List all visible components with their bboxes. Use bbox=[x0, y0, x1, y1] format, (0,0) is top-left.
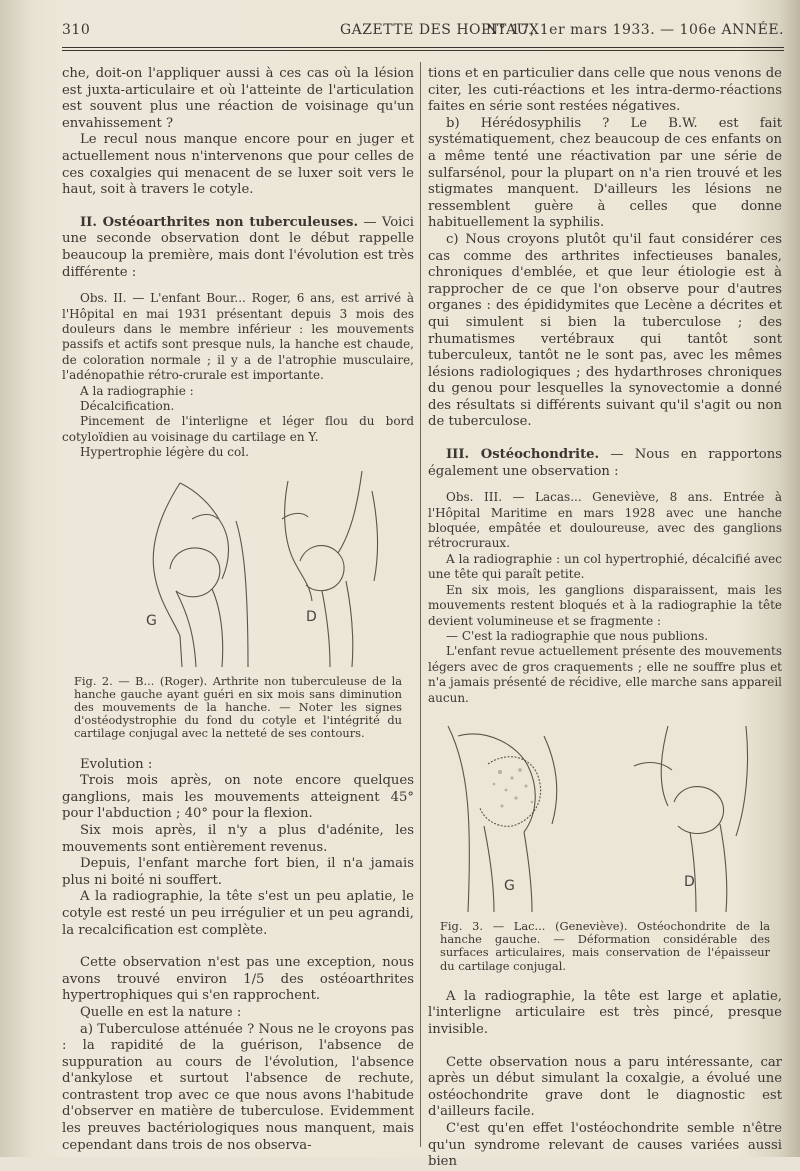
column-separator bbox=[420, 62, 421, 1147]
evolution-item: Six mois après, il n'y a plus d'adénite, les mouvements sont entièrement revenus. bbox=[62, 822, 414, 855]
header-rule-2 bbox=[62, 50, 784, 51]
observation-3-note: — C'est la radiographie que nous publions. bbox=[446, 628, 709, 643]
finding: Décalcification. bbox=[80, 398, 175, 413]
observation-3-current: L'enfant revue actuellement présente des mouvements légers avec de gros craquements ; elle ne souffre plus et n'a jamais présenté de récidive, elle marche sans appareil aucun. bbox=[428, 644, 783, 705]
figure-3-caption: Fig. 3. — Lac... (Geneviève). Ostéochondrite de la hanche gauche. — Déformation considérable des surfaces articulaires, mais conservation de l'épaisseur du cartilage conjugal. bbox=[440, 918, 770, 973]
evolution-label: Evolution : bbox=[80, 756, 153, 772]
fig3-label-left: G bbox=[504, 877, 515, 894]
left-column bbox=[62, 66, 414, 1154]
page-header bbox=[62, 22, 784, 44]
observation-3-radio: A la radiographie : un col hypertrophié, décalcifié avec une tête qui paraît petite. bbox=[428, 551, 782, 582]
observation-3-evolution: En six mois, les ganglions disparaissent, mais les mouvements restent bloqués et à la radiographie la tête devient volumineuse et se fragmente : bbox=[428, 582, 782, 628]
issue-info: N° 17, 1er mars 1933. — 106e ANNÉE. bbox=[485, 22, 784, 38]
section-2 bbox=[62, 215, 414, 281]
hip-drawing bbox=[62, 461, 414, 669]
paragraph: A la radiographie, la tête est large et aplatie, l'interligne articulaire est très pincé, presque invisible. bbox=[428, 988, 782, 1037]
paragraph: tions et en particulier dans celle que nous venons de citer, les cuti-réactions et les intra-dermo-réactions faites en série sont restées négatives. bbox=[428, 66, 782, 115]
fig2-label-right: D bbox=[306, 608, 317, 625]
right-column bbox=[428, 66, 782, 1171]
paragraph: b) Hérédosyphilis ? Le B.W. est fait systématiquement, chez beaucoup de ces enfants on a même tenté une réactivation par une série de sulfarsénol, pour la plupart on n'a rien trouvé et les stigmates manquent. D'ailleurs les lésions ne ressemblent guère à celles que donne habituellement la syphilis. bbox=[428, 115, 782, 231]
fig2-label-left: G bbox=[146, 612, 157, 629]
paragraph: che, doit-on l'appliquer aussi à ces cas où la lésion est juxta-articulaire et où l'atteinte de l'articulation est souvent plus une réaction de voisinage qu'un envahissement ? bbox=[62, 66, 414, 131]
evolution-item: Depuis, l'enfant marche fort bien, il n'a jamais plus ni boité ni souffert. bbox=[62, 856, 414, 888]
journal-title: GAZETTE DES HOPITAUX bbox=[340, 22, 540, 38]
radio-label: A la radiographie : bbox=[80, 383, 194, 398]
fig3-label-right: D bbox=[684, 873, 695, 890]
paragraph: C'est qu'en effet l'ostéochondrite semble n'être qu'un syndrome relevant de causes variées aussi bien bbox=[428, 1120, 782, 1170]
paragraph: Cette observation nous a paru intéressante, car après un début simulant la coxalgie, a évolué une ostéochondrite grave dont le diagnostic est d'ailleurs facile. bbox=[428, 1054, 782, 1120]
section-intro: — Voici une seconde observation dont le début rappelle beaucoup la première, mais dont l'évolution est très différente : bbox=[62, 214, 414, 280]
paragraph: Le recul nous manque encore pour en juger et actuellement nous n'intervenons que pour celles de ces coxalgies qui menacent de se luxer soit vers le haut, soit à travers le cotyle. bbox=[62, 132, 414, 198]
paragraph: a) Tuberculose atténuée ? Nous ne le croyons pas : la rapidité de la guérison, l'absence de suppuration au cours de l'évolution, l'absence d'ankylose et surtout l'absence de rechute, contrastent trop avec ce que nous avons l'habitude d'observer en matière de tuberculose. Evidemment les preuves bactériologiques nous manquent, mais cependant dans trois de nos observa- bbox=[62, 1021, 414, 1153]
section-title: III. Ostéochondrite. bbox=[446, 447, 600, 463]
page-number: 310 bbox=[62, 22, 91, 38]
paragraph: Quelle en est la nature : bbox=[80, 1004, 242, 1020]
header-rule bbox=[62, 47, 784, 48]
observation-3: Obs. III. — Lacas... Geneviève, 8 ans. Entrée à l'Hôpital Maritime en mars 1928 avec une hanche bloquée, empâtée et douloureuse, avec des ganglions rétrocruraux. bbox=[428, 490, 782, 551]
figure-2 bbox=[62, 461, 414, 669]
observation-2: Obs. II. — L'enfant Bour... Roger, 6 ans, est arrivé à l'Hôpital en mai 1931 présentant depuis 3 mois des douleurs dans le membre inférieur : les mouvements passifs et actifs sont presque nuls, la hanche est chaude, de coloration normale ; il y a de l'atrophie musculaire, l'adénopathie rétro-crurale est importante. bbox=[62, 291, 414, 383]
section-title: II. Ostéoarthrites non tuberculeuses. bbox=[80, 214, 359, 230]
hip-drawing bbox=[428, 706, 782, 914]
evolution-item: Trois mois après, on note encore quelques ganglions, mais les mouvements atteignent 45° pour l'abduction ; 40° pour la flexion. bbox=[62, 773, 414, 822]
section-intro: — Nous en rapportons également une observation : bbox=[428, 447, 782, 479]
figure-2-caption: Fig. 2. — B... (Roger). Arthrite non tuberculeuse de la hanche gauche ayant guéri en six mois sans diminution des mouvements de la hanche. — Noter les signes d'ostéodystrophie du fond du cotyle et l'intégrité du cartilage conjugal avec la netteté de ses contours. bbox=[74, 673, 402, 741]
section-3 bbox=[428, 447, 782, 480]
paragraph: c) Nous croyons plutôt qu'il faut considérer ces cas comme des arthrites infectieuses banales, chroniques d'emblée, et que leur étiologie est à rapprocher de ce que l'on observe pour d'autres organes : des épididymites que Lecène a décrites et qui simulent si bien la tuberculose ; des rhumatismes vertébraux qui tantôt sont tuberculeux, tantôt ne le sont pas, avec les mêmes lésions radiologiques ; des hydarthroses chroniques du genou pour lesquelles la synovectomie a donné des résultats si différents suivant qu'il s'agit ou non de tuberculose. bbox=[428, 231, 782, 430]
paragraph: Cette observation n'est pas une exception, nous avons trouvé environ 1/5 des ostéoarthrites hypertrophiques qui s'en rapprochent. bbox=[62, 955, 414, 1004]
finding: Hypertrophie légère du col. bbox=[80, 445, 249, 460]
finding: Pincement de l'interligne et léger flou du bord cotyloïdien au voisinage du cartilage en Y. bbox=[62, 414, 414, 444]
evolution-item: A la radiographie, la tête s'est un peu aplatie, le cotyle est resté un peu irrégulier et un peu agrandi, la recalcification est complète. bbox=[62, 889, 414, 938]
figure-3 bbox=[428, 706, 782, 914]
